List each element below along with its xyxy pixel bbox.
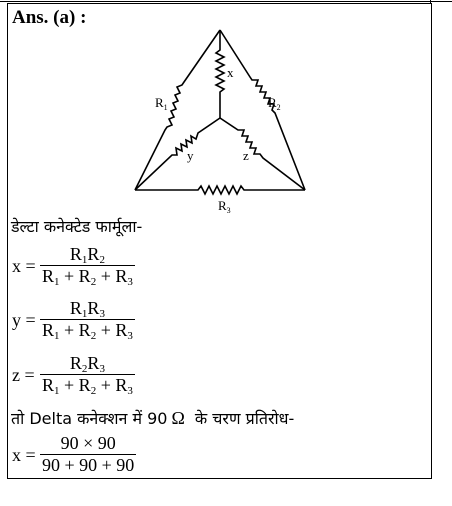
equation-x-fraction xyxy=(40,244,135,287)
delta-suffix: के चरण प्रतिरोध- xyxy=(194,409,295,428)
label-r2: $R_2$ xyxy=(268,95,281,112)
label-r1: $R_1$ xyxy=(155,95,168,112)
delta-prefix: तो Delta कनेक्शन में 90 xyxy=(11,409,168,428)
equation-y-fraction xyxy=(40,298,135,341)
equation-x-lhs: x = xyxy=(12,256,36,276)
star-branch-y xyxy=(135,118,220,190)
star-branch-z xyxy=(220,118,305,190)
star-branch-x xyxy=(216,30,224,118)
formula-heading: डेल्टा कनेक्टेड फार्मूला- xyxy=(11,217,143,236)
equation-x-denominator: $R_1 + R_2 + R_3$ xyxy=(42,266,133,288)
equation-z-fraction xyxy=(40,353,135,396)
delta-edge-bottom-r3 xyxy=(135,186,305,194)
equation-z xyxy=(12,353,212,403)
equation-z-lhs: z = xyxy=(12,365,35,385)
equation-final-fraction xyxy=(40,433,136,476)
ohm-symbol: Ω xyxy=(171,408,185,428)
equation-final xyxy=(12,433,172,481)
delta-edge-left-r1 xyxy=(135,30,220,190)
equation-x xyxy=(12,244,212,294)
equation-final-lhs: x = xyxy=(12,445,36,465)
equation-y-numerator: $R_1R_3$ xyxy=(69,298,105,320)
equation-z-numerator: $R_2R_3$ xyxy=(69,353,105,375)
delta-edge-right-r2 xyxy=(220,30,305,190)
equation-y-lhs: y = xyxy=(12,310,36,330)
equation-final-numerator: 90 × 90 xyxy=(60,433,116,453)
equation-final-denominator: 90 + 90 + 90 xyxy=(42,455,135,475)
equation-y xyxy=(12,298,212,348)
equation-z-denominator: $R_1 + R_2 + R_3$ xyxy=(42,375,133,397)
label-x: x xyxy=(227,65,234,80)
answer-heading: Ans. (a) : xyxy=(12,7,87,28)
label-r3: $R_3$ xyxy=(218,198,231,215)
equation-y-denominator: $R_1 + R_2 + R_3$ xyxy=(42,320,133,342)
delta-sentence xyxy=(11,407,294,429)
label-y: y xyxy=(187,148,194,163)
label-z: z xyxy=(243,148,249,163)
equation-x-numerator: $R_1R_2$ xyxy=(69,244,105,266)
